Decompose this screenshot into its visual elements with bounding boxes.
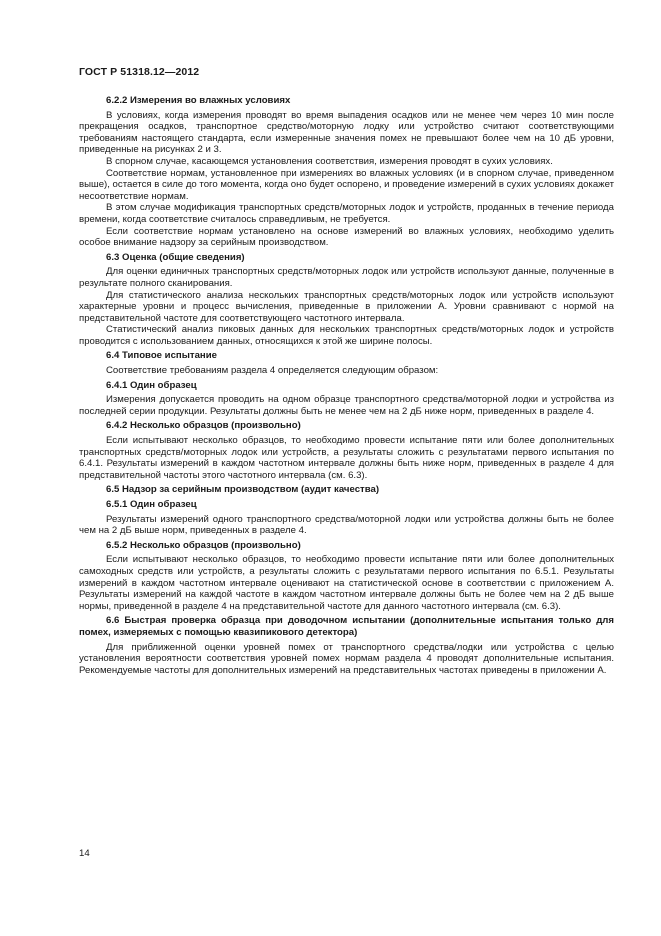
section-heading: 6.5.1 Один образец: [106, 499, 197, 510]
paragraph: Для приближенной оценки уровней помех от транспортного средства/лодки или устройства с целью установления вероятности соответствия уровней помех нормам раздела 4 проводят дополнительные испытания. Рекомендуемые частоты для дополнительных измерений на представительных частотах приведены в приложении А.: [79, 641, 614, 676]
paragraph: Результаты измерений одного транспортного средства/моторной лодки или устройства должны быть не более чем на 2 дБ выше норм, приведенных в разделе 4.: [79, 513, 614, 537]
section-heading: 6.3 Оценка (общие сведения): [106, 251, 245, 263]
paragraph: Статистический анализ пиковых данных для нескольких транспортных средств/моторных лодок и устройств проводится с использованием данных, относящихся к этой же ширине полосы.: [79, 324, 614, 347]
section-heading: 6.4 Типовое испытание: [106, 350, 217, 362]
paragraph: Если испытывают несколько образцов, то необходимо провести испытание пяти или более дополнительных самоходных средств или устройств, а результаты сложить с результатами первого испытания по 6.5.1. Результаты измерений в каждом частотном интервале оценивают на статистической основе в соответствии с приложением А. Результаты измерений на каждой частоте в каждом частотном интервале должны быть не более чем на 2 дБ выше нормы, приведенной в разделе 4 на представительной частоте для данного частотного интервала (см. 6.3).: [79, 554, 614, 612]
paragraph: В спорном случае, касающемся установления соответствия, измерения проводят в сухих условиях.: [106, 155, 553, 167]
section-heading: 6.4.1 Один образец: [106, 379, 197, 391]
paragraph: Соответствие нормам, установленное при измерениях во влажных условиях (и в спорном случае, приведенном выше), остается в силе до того момента, когда оно будет оспорено, и проведение измерений в сухих условиях докажет несоответствие нормам.: [79, 167, 614, 202]
paragraph: В условиях, когда измерения проводят во время выпадения осадков или не менее чем через 10 мин после прекращения осадков, транспортное средство/моторную лодку или устройство считают соответствующими требованиям настоящего стандарта, если измеренные значения помех не превышают более чем на 10 дБ уровни, приведенные на рисунках 2 и 3.: [79, 109, 614, 156]
section-heading: 6.6 Быстрая проверка образца при доводочном испытании (дополнительные испытания только для помех, измеряемых с помощью квазипикового детектора): [79, 615, 614, 638]
document-header: ГОСТ Р 51318.12—2012: [79, 66, 200, 78]
section-heading: 6.2.2 Измерения во влажных условиях: [106, 95, 291, 106]
paragraph: Если испытывают несколько образцов, то необходимо провести испытание пяти или более дополнительных транспортных средств/моторных лодок или устройств, а результаты сложить с результатами первого испытания по 6.4.1. Результаты измерений в каждом частотном интервале должны быть ниже норм, приведенных в разделе 4 для представительной частоты этого частотного интервала (см. 6.3).: [79, 435, 614, 481]
paragraph: Измерения допускается проводить на одном образце транспортного средства/моторной лодки и устройства из последней серии продукции. Результаты должны быть не менее чем на 2 дБ ниже норм, приведенных в разделе 4.: [79, 394, 614, 417]
paragraph: Соответствие требованиям раздела 4 определяется следующим образом:: [106, 365, 439, 377]
document-body: [79, 95, 614, 676]
paragraph: Для оценки единичных транспортных средств/моторных лодок или устройств используют данные, полученные в результате полного сканирования.: [79, 266, 614, 289]
section-heading: 6.5 Надзор за серийным производством (аудит качества): [106, 484, 380, 496]
page-number: 14: [79, 848, 90, 859]
paragraph: Для статистического анализа нескольких транспортных средств/моторных лодок или устройств используют характерные уровни и процесс вычисления, приведенные в приложении А. Уровни сравнивают с нормой на представительной частоте для соответствующего частотного интервала.: [79, 289, 614, 324]
paragraph: Если соответствие нормам установлено на основе измерений во влажных условиях, необходимо уделить особое внимание надзору за серийным производством.: [79, 225, 614, 249]
paragraph: В этом случае модификация транспортных средств/моторных лодок и устройств, проданных в течение периода времени, когда соответствие считалось справедливым, не требуется.: [79, 202, 614, 225]
section-heading: 6.5.2 Несколько образцов (произвольно): [106, 539, 301, 551]
section-heading: 6.4.2 Несколько образцов (произвольно): [106, 420, 301, 432]
